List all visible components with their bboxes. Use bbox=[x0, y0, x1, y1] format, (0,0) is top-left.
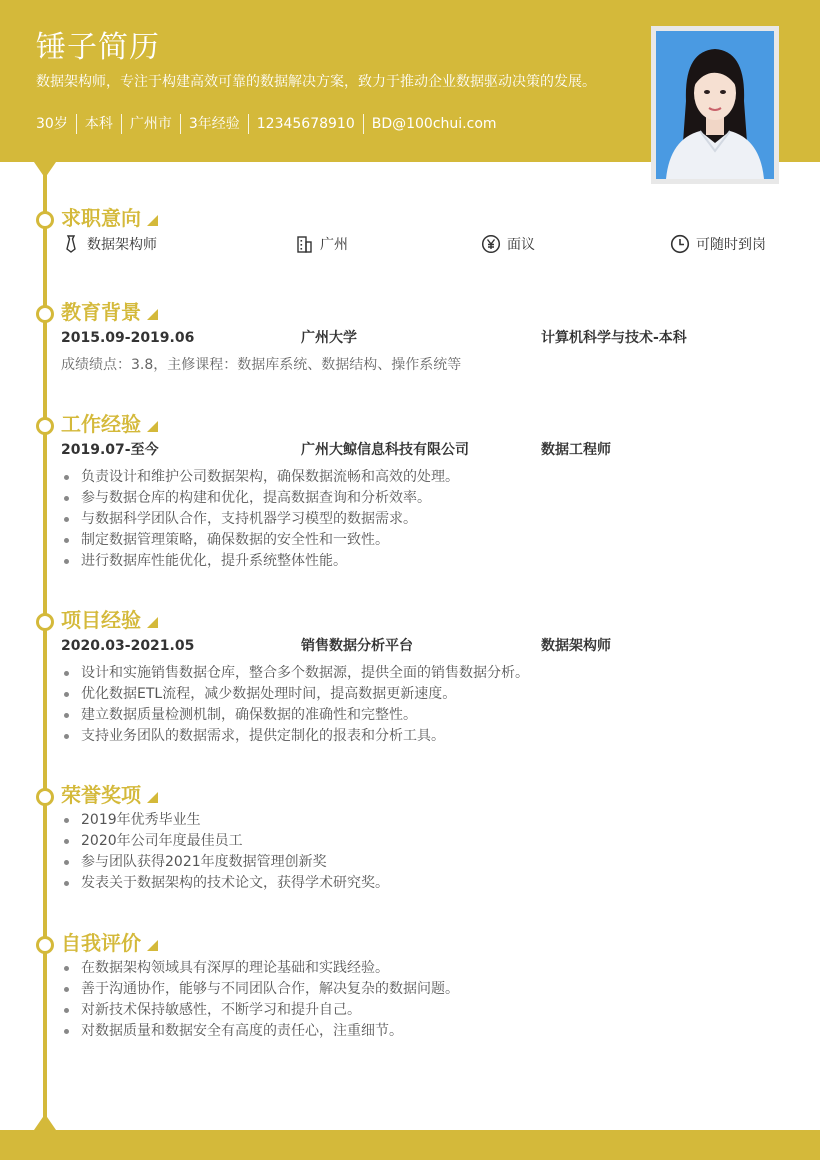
building-icon bbox=[294, 234, 314, 254]
info-degree: 本科 bbox=[76, 114, 121, 134]
project-name: 销售数据分析平台 bbox=[301, 638, 413, 654]
list-item: 对数据质量和数据安全有高度的责任心，注重细节。 bbox=[61, 1021, 459, 1042]
list-item: 在数据架构领域具有深厚的理论基础和实践经验。 bbox=[61, 958, 459, 979]
list-item: 发表关于数据架构的技术论文，获得学术研究奖。 bbox=[61, 873, 389, 894]
intent-position bbox=[61, 234, 157, 254]
list-item: 2019年优秀毕业生 bbox=[61, 810, 389, 831]
intent-availability bbox=[670, 234, 766, 254]
timeline-dot bbox=[36, 305, 54, 323]
project-period: 2020.03-2021.05 bbox=[61, 638, 195, 654]
info-email: BD@100chui.com bbox=[363, 114, 505, 134]
title-corner-mark bbox=[147, 792, 158, 803]
education-period: 2015.09-2019.06 bbox=[61, 330, 195, 346]
section-title bbox=[61, 298, 158, 326]
list-item: 参与数据仓库的构建和优化，提高数据查询和分析效率。 bbox=[61, 488, 459, 509]
timeline-dot bbox=[36, 788, 54, 806]
project-bullets bbox=[61, 663, 529, 747]
project-role: 数据架构师 bbox=[541, 638, 611, 654]
work-company: 广州大鲸信息科技有限公司 bbox=[301, 442, 469, 458]
list-item: 制定数据管理策略，确保数据的安全性和一致性。 bbox=[61, 530, 459, 551]
info-city: 广州市 bbox=[121, 114, 180, 134]
list-item: 与数据科学团队合作，支持机器学习模型的数据需求。 bbox=[61, 509, 459, 530]
timeline-bottom-arrow bbox=[34, 1114, 56, 1130]
info-phone: 12345678910 bbox=[248, 114, 363, 134]
list-item: 善于沟通协作，能够与不同团队合作，解决复杂的数据问题。 bbox=[61, 979, 459, 1000]
title-corner-mark bbox=[147, 309, 158, 320]
list-item: 优化数据ETL流程，减少数据处理时间，提高数据更新速度。 bbox=[61, 684, 529, 705]
profile-photo bbox=[651, 26, 779, 184]
title-corner-mark bbox=[147, 421, 158, 432]
self-eval-bullets bbox=[61, 958, 459, 1042]
intent-availability-text: 可随时到岗 bbox=[696, 237, 766, 253]
work-period: 2019.07-至今 bbox=[61, 442, 159, 458]
footer-bar bbox=[0, 1130, 820, 1160]
clock-icon bbox=[670, 234, 690, 254]
section-title bbox=[61, 204, 158, 232]
title-corner-mark bbox=[147, 617, 158, 628]
education-major: 计算机科学与技术-本科 bbox=[541, 330, 687, 346]
work-role: 数据工程师 bbox=[541, 442, 611, 458]
section-title-text: 工作经验 bbox=[61, 412, 141, 436]
section-title bbox=[61, 929, 158, 957]
intent-position-text: 数据架构师 bbox=[87, 237, 157, 253]
education-school: 广州大学 bbox=[301, 330, 357, 346]
list-item: 设计和实施销售数据仓库，整合多个数据源，提供全面的销售数据分析。 bbox=[61, 663, 529, 684]
title-corner-mark bbox=[147, 940, 158, 951]
intent-city bbox=[294, 234, 348, 254]
list-item: 参与团队获得2021年度数据管理创新奖 bbox=[61, 852, 389, 873]
list-item: 2020年公司年度最佳员工 bbox=[61, 831, 389, 852]
title-corner-mark bbox=[147, 215, 158, 226]
yen-icon bbox=[481, 234, 501, 254]
resume-summary: 数据架构师，专注于构建高效可靠的数据解决方案，致力于推动企业数据驱动决策的发展。 bbox=[36, 74, 596, 90]
section-title-text: 教育背景 bbox=[61, 300, 141, 324]
timeline-dot bbox=[36, 936, 54, 954]
timeline-top-arrow bbox=[34, 162, 56, 178]
list-item: 进行数据库性能优化，提升系统整体性能。 bbox=[61, 551, 459, 572]
info-age: 30岁 bbox=[36, 116, 68, 132]
portrait-illustration bbox=[656, 31, 774, 179]
list-item: 对新技术保持敏感性，不断学习和提升自己。 bbox=[61, 1000, 459, 1021]
tie-icon bbox=[61, 234, 81, 254]
section-title bbox=[61, 606, 158, 634]
honors-bullets bbox=[61, 810, 389, 894]
education-detail: 成绩绩点：3.8，主修课程：数据库系统、数据结构、操作系统等 bbox=[61, 357, 462, 373]
info-experience: 3年经验 bbox=[180, 114, 248, 134]
list-item: 支持业务团队的数据需求，提供定制化的报表和分析工具。 bbox=[61, 726, 529, 747]
resume-name: 锤子简历 bbox=[36, 30, 160, 65]
list-item: 建立数据质量检测机制，确保数据的准确性和完整性。 bbox=[61, 705, 529, 726]
list-item: 负责设计和维护公司数据架构，确保数据流畅和高效的处理。 bbox=[61, 467, 459, 488]
section-title-text: 项目经验 bbox=[61, 608, 141, 632]
timeline-dot bbox=[36, 211, 54, 229]
avatar bbox=[656, 31, 774, 179]
section-title-text: 求职意向 bbox=[61, 206, 141, 230]
intent-salary-text: 面议 bbox=[507, 237, 535, 253]
intent-salary bbox=[481, 234, 535, 254]
section-title bbox=[61, 781, 158, 809]
section-title-text: 自我评价 bbox=[61, 931, 141, 955]
timeline-dot bbox=[36, 613, 54, 631]
section-title bbox=[61, 410, 158, 438]
timeline-dot bbox=[36, 417, 54, 435]
section-title-text: 荣誉奖项 bbox=[61, 783, 141, 807]
work-bullets bbox=[61, 467, 459, 572]
intent-city-text: 广州 bbox=[320, 237, 348, 253]
basic-info-row bbox=[36, 114, 505, 134]
